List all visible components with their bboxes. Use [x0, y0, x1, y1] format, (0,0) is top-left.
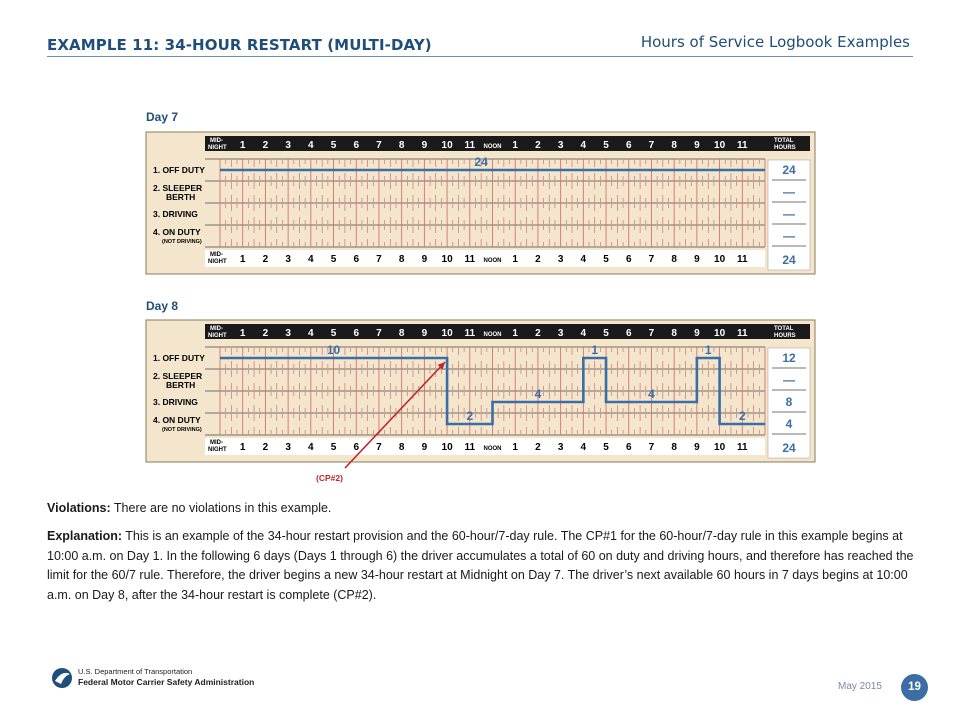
hour-label: 1: [239, 140, 246, 151]
total-hours-value: 12: [782, 351, 796, 365]
hour-label: 1: [239, 254, 246, 265]
hour-label: 8: [671, 328, 677, 339]
footer-date: May 2015: [838, 681, 882, 692]
total-hours-value: —: [783, 229, 795, 243]
hour-label: 9: [421, 442, 428, 453]
midnight-label: NIGHT: [208, 145, 227, 151]
segment-hours-label: 4: [534, 387, 542, 401]
segment-hours-label: 10: [326, 343, 341, 357]
midnight-label: NIGHT: [208, 259, 227, 265]
row-label-off-duty: 1. OFF DUTY: [153, 165, 205, 175]
total-hours-label: HOURS: [774, 145, 796, 151]
row-label-sleeper: 2. SLEEPER: [153, 371, 203, 381]
hour-label: 10: [714, 140, 726, 151]
hour-label: 6: [625, 328, 632, 339]
total-hours-value: —: [783, 185, 795, 199]
hour-label: 9: [694, 442, 700, 453]
hour-label: 4: [580, 442, 587, 453]
row-label-sleeper: 2. SLEEPER: [153, 183, 203, 193]
noon-label: NOON: [483, 258, 502, 264]
hour-label: 10: [714, 442, 726, 453]
hour-label: 5: [603, 140, 609, 151]
segment-hours-label: 24: [474, 155, 488, 169]
segment-hours-label: 2: [738, 409, 746, 423]
violations-label: Violations:: [47, 501, 111, 515]
row-label-off-duty: 1. OFF DUTY: [153, 353, 205, 363]
hour-label: 2: [535, 442, 541, 453]
hour-label: 7: [376, 140, 382, 151]
total-hours-label: HOURS: [774, 333, 796, 339]
row-label-driving: 3. DRIVING: [153, 397, 198, 407]
hour-label: 2: [262, 328, 269, 339]
hour-label: 5: [330, 442, 337, 453]
hour-label: 5: [330, 328, 337, 339]
hour-label: 8: [671, 254, 677, 265]
total-hours-value: 8: [785, 395, 793, 409]
hour-label: 7: [376, 442, 382, 453]
hour-label: 11: [464, 442, 476, 453]
total-hours-value: 24: [782, 163, 796, 177]
hour-label: 2: [535, 140, 541, 151]
explanation-paragraph: [47, 527, 917, 605]
hour-label: 8: [398, 442, 405, 453]
hour-label: 3: [285, 328, 291, 339]
total-hours-value: —: [783, 373, 795, 387]
hour-label: 11: [737, 328, 748, 339]
hour-label: 3: [557, 254, 564, 265]
hour-label: 9: [421, 140, 428, 151]
hour-label: 3: [285, 442, 291, 453]
hour-label: 8: [398, 328, 405, 339]
row-label-on-duty: (NOT DRIVING): [162, 239, 202, 245]
row-label-sleeper: BERTH: [166, 192, 196, 202]
hour-label: 5: [330, 254, 337, 265]
explanation-text: This is an example of the 34-hour restart provision and the 60-hour/7-day rule. The CP#1 for the 60-hour/7-day rule in this example begins at 10:00 a.m. on Day 1. In the following 6 days (Days 1 through 6) the driver accumulates a total of 60 on duty and driving hours, and therefore has reached the limit for the 60/7 rule. Therefore, the driver begins a new 34-hour restart at Midnight on Day 7. The driver’s next available 60 hours in 7 days begins at 10:00 a.m. on Day 8, after the 34-hour restart is complete (CP#2).: [47, 529, 914, 602]
hour-label: 11: [464, 140, 476, 151]
segment-hours-label: 1: [591, 343, 599, 357]
hour-label: 6: [353, 328, 360, 339]
midnight-label: NIGHT: [208, 333, 227, 339]
hour-label: 1: [512, 254, 518, 265]
hour-label: 1: [239, 328, 246, 339]
hour-label: 3: [285, 140, 291, 151]
slide-title: EXAMPLE 11: 34-HOUR RESTART (MULTI-DAY): [47, 36, 432, 54]
hour-label: 10: [441, 328, 453, 339]
noon-label: NOON: [483, 332, 502, 338]
hour-label: 9: [694, 140, 700, 151]
hour-label: 3: [557, 328, 564, 339]
hour-label: 7: [376, 254, 382, 265]
footer-dept: U.S. Department of Transportation: [78, 667, 193, 676]
hour-label: 10: [441, 254, 453, 265]
hour-label: 4: [580, 140, 587, 151]
hour-label: 7: [648, 254, 655, 265]
hour-label: 7: [648, 140, 655, 151]
hour-label: 1: [512, 442, 518, 453]
hour-label: 6: [625, 254, 632, 265]
violations-paragraph: [47, 499, 917, 518]
hour-label: 5: [330, 140, 337, 151]
hour-label: 10: [441, 442, 453, 453]
hour-label: 8: [671, 442, 677, 453]
noon-label: NOON: [483, 144, 502, 150]
hour-label: 9: [694, 328, 700, 339]
hour-label: 2: [262, 254, 269, 265]
hour-label: 6: [353, 442, 360, 453]
log-day-label: Day 8: [146, 299, 179, 313]
segment-hours-label: 2: [466, 409, 474, 423]
hour-label: 3: [285, 254, 291, 265]
hour-label: 9: [421, 328, 428, 339]
hour-label: 11: [737, 140, 748, 151]
hour-label: 1: [512, 328, 518, 339]
hour-label: 10: [714, 328, 726, 339]
hour-label: 4: [580, 328, 587, 339]
hour-label: 1: [512, 140, 518, 151]
hour-label: 2: [262, 442, 269, 453]
total-hours-value: 24: [782, 441, 796, 455]
hour-label: 10: [714, 254, 726, 265]
total-hours-label: TOTAL: [774, 138, 794, 144]
hour-label: 5: [603, 328, 609, 339]
hour-label: 11: [737, 254, 748, 265]
midnight-label: MID-: [210, 252, 223, 258]
hour-label: 4: [308, 328, 314, 339]
hour-label: 6: [353, 140, 360, 151]
hour-label: 11: [737, 442, 748, 453]
hour-label: 2: [262, 140, 269, 151]
row-label-driving: 3. DRIVING: [153, 209, 198, 219]
midnight-label: MID-: [210, 440, 223, 446]
hour-label: 4: [308, 442, 314, 453]
hour-label: 11: [464, 254, 476, 265]
segment-hours-label: 4: [648, 387, 655, 401]
hour-label: 4: [580, 254, 587, 265]
row-label-on-duty: 4. ON DUTY: [153, 227, 201, 237]
hour-label: 11: [464, 328, 476, 339]
total-hours-value: —: [783, 207, 795, 221]
hour-label: 2: [535, 254, 541, 265]
noon-label: NOON: [483, 446, 502, 452]
hour-label: 10: [441, 140, 453, 151]
log-day-label: Day 7: [146, 110, 179, 124]
hour-label: 6: [625, 442, 632, 453]
violations-text: There are no violations in this example.: [113, 501, 332, 515]
hour-label: 3: [557, 442, 564, 453]
segment-hours-label: 1: [704, 343, 712, 357]
midnight-label: MID-: [210, 138, 223, 144]
hour-label: 2: [535, 328, 541, 339]
hour-label: 7: [376, 328, 382, 339]
hour-label: 1: [239, 442, 246, 453]
row-label-on-duty: (NOT DRIVING): [162, 427, 202, 433]
row-label-on-duty: 4. ON DUTY: [153, 415, 201, 425]
callout-label: (CP#2): [316, 473, 343, 483]
total-hours-value: 4: [785, 417, 793, 431]
hour-label: 8: [671, 140, 677, 151]
row-label-sleeper: BERTH: [166, 380, 196, 390]
explanation-label: Explanation:: [47, 529, 123, 543]
midnight-label: NIGHT: [208, 447, 227, 453]
hour-label: 5: [603, 254, 609, 265]
midnight-label: MID-: [210, 326, 223, 332]
footer-agency: Federal Motor Carrier Safety Administration: [78, 677, 255, 687]
total-hours-value: 24: [782, 253, 796, 267]
hour-label: 4: [308, 254, 314, 265]
hour-label: 7: [648, 328, 655, 339]
hour-label: 9: [694, 254, 700, 265]
hour-label: 5: [603, 442, 609, 453]
hour-label: 8: [398, 254, 405, 265]
hour-label: 9: [421, 254, 428, 265]
total-hours-label: TOTAL: [774, 326, 794, 332]
hour-label: 3: [557, 140, 564, 151]
hour-label: 4: [308, 140, 314, 151]
deck-title: Hours of Service Logbook Examples: [640, 33, 910, 51]
hour-label: 8: [398, 140, 405, 151]
page-number-badge: 19: [901, 674, 928, 701]
hour-label: 7: [648, 442, 655, 453]
hour-label: 6: [353, 254, 360, 265]
hour-label: 6: [625, 140, 632, 151]
